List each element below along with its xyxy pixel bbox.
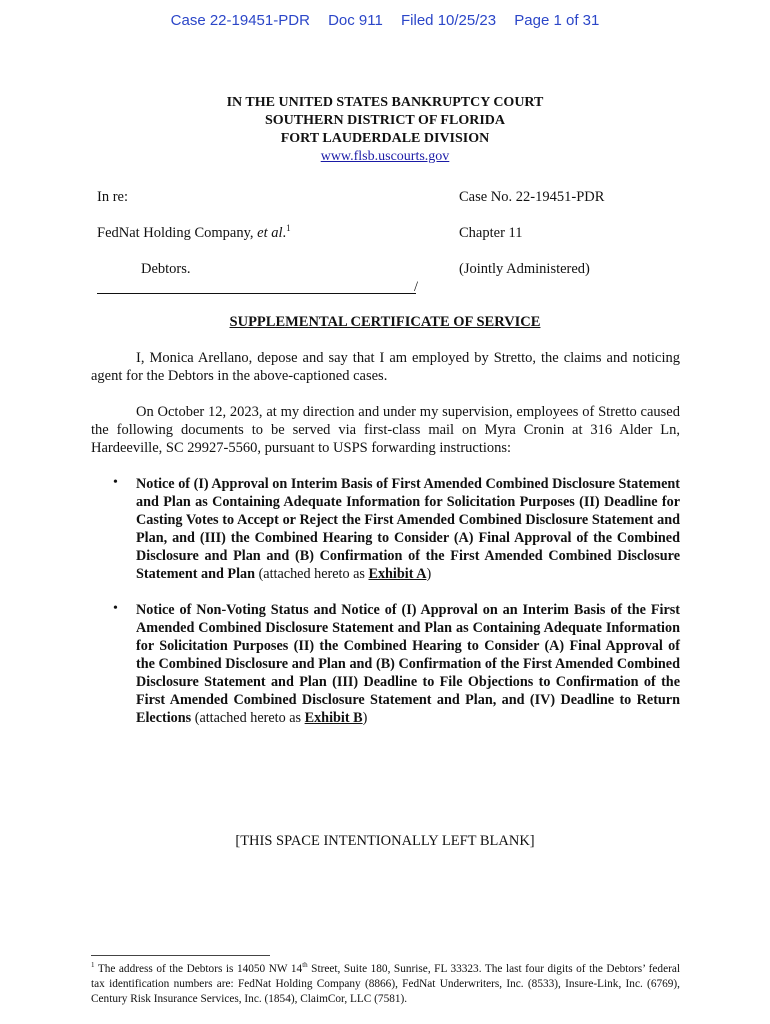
paragraph-declarant <box>91 349 680 385</box>
footnote-text-a: The address of the Debtors is 14050 NW 14 <box>94 963 303 975</box>
close-paren: ) <box>362 710 368 726</box>
et-al: et al <box>257 225 283 241</box>
caption-rule <box>97 293 416 294</box>
document-title: SUPPLEMENTAL CERTIFICATE OF SERVICE <box>229 314 541 330</box>
court-district: SOUTHERN DISTRICT OF FLORIDA <box>265 113 505 128</box>
footnote-ref: 1 <box>286 223 291 234</box>
served-document-1 <box>136 475 680 583</box>
caption-debtor-name <box>97 225 291 242</box>
court-name: IN THE UNITED STATES BANKRUPTCY COURT <box>226 95 544 110</box>
caption-slash: / <box>414 279 419 295</box>
ordinal-suffix: th <box>302 961 308 970</box>
ecf-case-number: Case 22-19451-PDR <box>170 12 310 29</box>
exhibit-a-link[interactable]: Exhibit A <box>368 566 427 582</box>
period: . <box>282 225 287 241</box>
paragraph-declarant-text: I, Monica Arellano, depose and say that I am employed by Stretto, the claims and noticing agent for the Debtors in the above-captioned cases. <box>91 350 680 384</box>
footnote <box>91 962 680 1007</box>
close-paren: ) <box>426 566 432 582</box>
footnote-mark: 1 <box>91 961 95 970</box>
ecf-filed-date: Filed 10/25/23 <box>401 12 497 29</box>
jointly-administered: (Jointly Administered) <box>459 261 590 277</box>
paragraph-service <box>91 403 680 457</box>
debtor-name: FedNat Holding Company, <box>97 225 254 241</box>
court-heading <box>0 94 770 166</box>
footnote-text-b: Street, Suite 180, Sunrise, FL 33323. The last four digits of the Debtors’ federal tax identification numbers are: FedNat Holding Company (8866), FedNat Underwriters, Inc. (8533), Insure-Link, Inc. (6769), Century Risk Insurance Services, Inc. (1854), ClaimCor, LLC (7581). <box>91 963 681 1005</box>
caption-debtors-label: Debtors. <box>141 261 191 277</box>
footnote-rule <box>91 955 270 956</box>
served-document-1-title: Notice of (I) Approval on Interim Basis of First Amended Combined Disclosure Statement and Plan as Containing Adequate Information for Solicitation Purposes (II) Deadline for Casting Votes to Accept or Reject the First Amended Combined Disclosure Statement and Plan, and (III) the Combined Hearing to Consider (A) Final Approval of the Combined Disclosure and Plan and (B) Confirmation of the First Amended Combined Disclosure Statement and Plan <box>136 476 680 582</box>
attached-text: (attached hereto as <box>191 710 305 726</box>
served-document-2 <box>136 601 680 727</box>
ecf-page-count: Page 1 of 31 <box>514 12 600 29</box>
bullet-1: • <box>113 475 118 490</box>
intentionally-blank-notice: [THIS SPACE INTENTIONALLY LEFT BLANK] <box>235 833 535 849</box>
ecf-doc-number: Doc 911 <box>328 12 383 29</box>
ecf-filing-header <box>0 12 770 29</box>
exhibit-b-link[interactable]: Exhibit B <box>304 710 363 726</box>
court-website-link[interactable]: www.flsb.uscourts.gov <box>320 149 450 164</box>
caption-in-re: In re: <box>97 189 128 205</box>
served-document-2-title: Notice of Non-Voting Status and Notice of (I) Approval on an Interim Basis of the First Amended Combined Disclosure Statement and Plan as Containing Adequate Information for Solicitation Purposes (II) the Combined Hearing to Consider (A) Final Approval of the Combined Disclosure and Plan and (B) Confirmation of the First Amended Combined Disclosure Statement and Plan (III) Deadline to File Objections to Confirmation of the First Amended Combined Disclosure Statement and Plan, and (IV) Deadline to Return Elections <box>136 602 680 726</box>
case-number: Case No. 22-19451-PDR <box>459 189 605 205</box>
court-division: FORT LAUDERDALE DIVISION <box>280 131 490 146</box>
attached-text: (attached hereto as <box>255 566 369 582</box>
chapter: Chapter 11 <box>459 225 523 241</box>
bullet-2: • <box>113 601 118 616</box>
paragraph-service-text: On October 12, 2023, at my direction and under my supervision, employees of Stretto caused the following documents to be served via first-class mail on Myra Cronin at 316 Alder Ln, Hardeeville, SC 29927-5560, pursuant to USPS forwarding instructions: <box>91 404 680 456</box>
